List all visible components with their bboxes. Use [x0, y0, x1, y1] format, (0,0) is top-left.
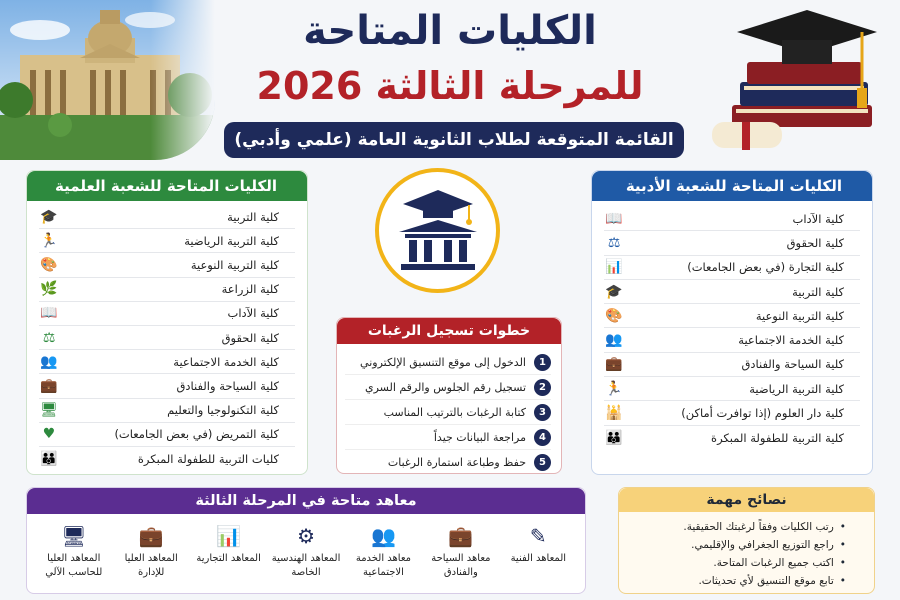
literary-college-item [604, 280, 860, 304]
scientific-colleges-panel [26, 170, 308, 475]
bar-chart-icon: 📊 [216, 524, 242, 548]
step-label: تسجيل رقم الجلوس والرقم السري [364, 380, 526, 394]
literary-college-item-label: كلية السياحة والفنادق [741, 357, 844, 372]
literary-panel-heading: الكليات المتاحة للشعبة الأدبية [592, 171, 872, 201]
institutes-panel [26, 487, 586, 594]
institute-item [35, 524, 112, 580]
literary-college-item-label: كلية الحقوق [786, 235, 844, 250]
tip-item: • اكتب جميع الرغبات المتاحة. [629, 554, 846, 572]
scientific-college-item-label: كلية الآداب [227, 306, 279, 321]
steps-list [337, 344, 561, 475]
gear-icon: ⚙ [297, 524, 315, 548]
people-icon: 👥 [371, 524, 396, 548]
literary-college-item [604, 304, 860, 328]
step-item [345, 350, 551, 375]
literary-college-item [604, 207, 860, 231]
family-icon: 👪 [605, 429, 623, 446]
step-label: حفظ وطباعة استمارة الرغبات [387, 456, 526, 469]
scientific-college-item [39, 423, 295, 447]
step-number-badge: 1 [534, 354, 551, 371]
institute-label: المعاهد التجارية [196, 553, 261, 564]
literary-college-item-label: كلية الآداب [792, 211, 844, 226]
suitcase-icon: 💼 [448, 524, 474, 548]
literary-college-item [604, 231, 860, 255]
institutes-heading: معاهد متاحة في المرحلة الثالثة [27, 488, 585, 514]
step-label: مراجعة البيانات جيداً [433, 430, 526, 444]
book-icon: 📖 [605, 210, 623, 227]
literary-college-item-label: كلية التربية النوعية [755, 308, 844, 323]
tips-panel [618, 487, 875, 594]
institute-label: المعاهد الفنية [510, 553, 567, 564]
bar-chart-icon: 📊 [605, 259, 623, 276]
step-item [345, 400, 551, 425]
suitcase-icon: 💼 [605, 356, 623, 373]
scientific-college-item [39, 374, 295, 398]
scientific-college-item [39, 253, 295, 277]
literary-college-item [604, 426, 860, 450]
scientific-college-item-label: كلية الخدمة الاجتماعية [173, 354, 279, 369]
runner-icon: 🏃 [40, 232, 58, 249]
heart-pulse-icon: ♥ [42, 426, 56, 443]
literary-college-item-label: كلية التربية للطفولة المبكرة [711, 430, 844, 445]
literary-college-item [604, 256, 860, 280]
step-number-badge: 4 [534, 429, 551, 446]
step-number-badge: 5 [534, 454, 551, 471]
university-building-image [0, 0, 215, 160]
mosque-icon: 🕌 [605, 405, 623, 422]
university-emblem-icon [375, 168, 500, 293]
tip-item: • رتب الكليات وفقاً لرغبتك الحقيقية. [629, 518, 846, 536]
institute-label: المعاهد العليا للإدارة [124, 553, 178, 578]
tips-heading: نصائح مهمة [619, 488, 874, 512]
institute-item [112, 524, 189, 580]
scientific-college-item-label: كلية التربية [227, 209, 279, 224]
scientific-college-item [39, 205, 295, 229]
literary-college-item-label: كلية التربية الرياضية [749, 381, 844, 396]
scientific-college-item-label: كلية السياحة والفنادق [176, 378, 279, 393]
literary-college-item [604, 401, 860, 425]
suitcase-icon: 💼 [40, 377, 58, 394]
literary-college-item-label: كلية دار العلوم (إذا توافرت أماكن) [681, 406, 844, 421]
scientific-college-item-label: كلية التربية النوعية [190, 257, 279, 272]
tip-item: • تابع موقع التنسيق لأي تحديثات. [629, 572, 846, 590]
literary-college-item [604, 353, 860, 377]
institute-item [422, 524, 499, 580]
scientific-college-item-label: كلية التمريض (في بعض الجامعات) [114, 427, 279, 442]
scientific-college-item [39, 326, 295, 350]
scientific-college-item-label: كلية الحقوق [221, 330, 279, 345]
literary-college-item-label: كلية الخدمة الاجتماعية [738, 333, 844, 348]
literary-college-item-label: كلية التجارة (في بعض الجامعات) [687, 260, 844, 275]
briefcase-icon: 💼 [138, 524, 164, 548]
graduation-cap-icon: 🎓 [605, 283, 623, 300]
step-item [345, 450, 551, 475]
scientific-college-item [39, 302, 295, 326]
scientific-college-item [39, 447, 295, 471]
leaf-icon: 🌿 [40, 281, 58, 298]
scientific-college-item [39, 278, 295, 302]
step-label: كتابة الرغبات بالترتيب المناسب [383, 405, 526, 419]
institute-item [345, 524, 422, 580]
scales-icon: ⚖ [42, 329, 56, 346]
graduation-cap-icon: 🎓 [40, 208, 58, 225]
monitor-icon: 🖥 [40, 402, 58, 419]
scientific-college-item-label: كلية الزراعة [221, 282, 279, 297]
institute-label: معاهد السياحة والفنادق [431, 553, 491, 578]
institute-item [267, 524, 344, 580]
steps-heading: خطوات تسجيل الرغبات [337, 318, 561, 344]
family-icon: 👪 [40, 450, 58, 467]
scientific-college-item-label: كليات التربية للطفولة المبكرة [137, 451, 279, 466]
institute-item [190, 524, 267, 580]
header [0, 0, 900, 165]
scales-icon: ⚖ [607, 234, 621, 251]
scientific-college-item [39, 399, 295, 423]
step-label: الدخول إلى موقع التنسيق الإلكتروني [360, 355, 526, 369]
scientific-college-item [39, 350, 295, 374]
monitor-icon: 🖥 [61, 524, 87, 548]
graduation-books-image [712, 10, 882, 160]
subtitle-banner: القائمة المتوقعة لطلاب الثانوية العامة (علمي وأدبي) [224, 122, 684, 158]
literary-college-item-label: كلية التربية [792, 284, 844, 299]
page-title-year: للمرحلة الثالثة 2026 [256, 64, 644, 108]
literary-college-item [604, 328, 860, 352]
literary-colleges-panel [591, 170, 873, 475]
institute-item [500, 524, 577, 580]
scientific-college-item-label: كلية التربية الرياضية [184, 233, 279, 248]
step-number-badge: 2 [534, 379, 551, 396]
pencil-icon: ✎ [529, 524, 547, 548]
book-icon: 📖 [40, 305, 58, 322]
step-number-badge: 3 [534, 404, 551, 421]
institute-label: معاهد الخدمة الاجتماعية [355, 553, 412, 578]
registration-steps-panel [336, 317, 562, 474]
people-icon: 👥 [40, 353, 58, 370]
scientific-college-item-label: كلية التكنولوجيا والتعليم [167, 403, 279, 418]
tips-list [619, 512, 874, 590]
literary-college-list [592, 201, 872, 450]
runner-icon: 🏃 [605, 380, 623, 397]
palette-icon: 🎨 [605, 307, 623, 324]
scientific-college-item [39, 229, 295, 253]
institutes-row [27, 514, 585, 580]
step-item [345, 375, 551, 400]
palette-icon: 🎨 [40, 256, 58, 273]
literary-college-item [604, 377, 860, 401]
step-item [345, 425, 551, 450]
scientific-college-list [27, 201, 307, 471]
people-icon: 👥 [605, 332, 623, 349]
tip-item: • راجع التوزيع الجغرافي والإقليمي. [629, 536, 846, 554]
institute-label: المعاهد العليا للحاسب الآلي [45, 553, 103, 578]
scientific-panel-heading: الكليات المتاحة للشعبة العلمية [27, 171, 307, 201]
page-title: الكليات المتاحة [303, 8, 597, 54]
institute-label: المعاهد الهندسية الخاصة [271, 553, 341, 578]
